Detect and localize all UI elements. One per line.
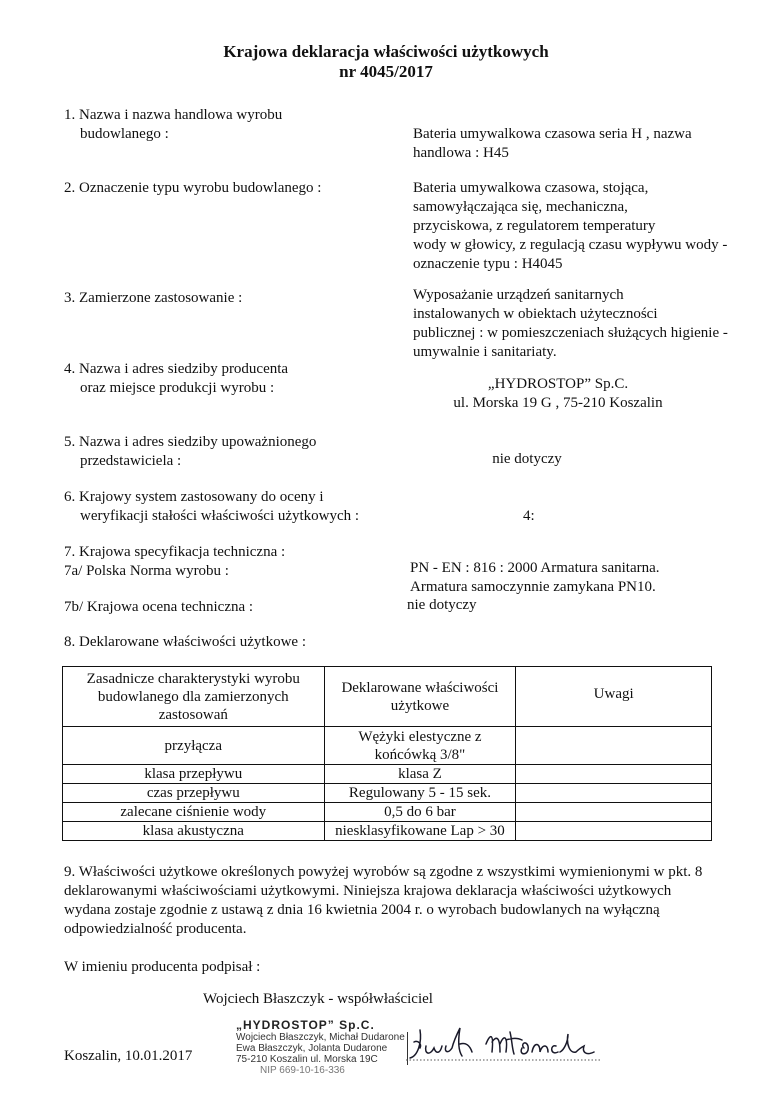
item5-value: nie dotyczy	[492, 451, 562, 467]
stamp-title: „HYDROSTOP” Sp.C.	[236, 1018, 375, 1032]
place-date: Koszalin, 10.01.2017	[64, 1048, 193, 1064]
item4-value-line2: ul. Morska 19 G , 75-210 Koszalin	[453, 395, 663, 411]
item6-label-line1: 6. Krajowy system zastosowany do oceny i	[64, 489, 324, 505]
header-characteristics-line3: zastosowań	[158, 706, 228, 723]
item1-value-line2: handlowa : H45	[413, 145, 509, 161]
item7-label: 7. Krajowa specyfikacja techniczna :	[64, 544, 286, 560]
header-characteristics-line2: budowlanego dla zamierzonych	[97, 688, 289, 705]
row-remarks	[516, 784, 712, 803]
stamp-line2: Ewa Błaszczyk, Jolanta Dudarone	[236, 1043, 408, 1054]
item4-value-line1: „HYDROSTOP” Sp.C.	[487, 376, 629, 392]
item5-label-line1: 5. Nazwa i adres siedziby upoważnionego	[64, 434, 317, 450]
row-declared: niesklasyfikowane Lap > 30	[324, 822, 516, 841]
row-declared: 0,5 do 6 bar	[324, 803, 516, 822]
header-declared-line2: użytkowe	[390, 697, 450, 714]
item4-label-line2: oraz miejsce produkcji wyrobu :	[80, 380, 275, 396]
header-remarks: Uwagi	[516, 667, 712, 727]
signer-name: Wojciech Błaszczyk - współwłaściciel	[203, 991, 433, 1007]
item2-value-line3: przyciskowa, z regulatorem temperatury	[413, 218, 656, 234]
row-characteristic: zalecane ciśnienie wody	[63, 803, 325, 822]
handwritten-signature	[400, 1022, 605, 1074]
statement-line2: deklarowanymi właściwościami użytkowymi. Niniejsza krajowa deklaracja właściwości użytkowych	[64, 883, 672, 899]
header-characteristics	[63, 667, 325, 727]
row-declared-line1: Wężyki elestyczne z	[358, 728, 482, 745]
row-remarks	[516, 803, 712, 822]
document-number: nr 4045/2017	[339, 62, 433, 81]
item7a-value-line1: PN - EN : 816 : 2000 Armatura sanitarna.	[410, 560, 660, 576]
company-stamp	[236, 1018, 408, 1076]
table-row	[63, 784, 712, 803]
item1-label-line1: 1. Nazwa i nazwa handlowa wyrobu	[64, 107, 283, 123]
item6-label-line2: weryfikacji stałości właściwości użytkowych :	[80, 508, 360, 524]
item3-value-line4: umywalnie i sanitariaty.	[413, 344, 557, 360]
document-title: Krajowa deklaracja właściwości użytkowych	[223, 42, 549, 61]
item5-label-line2: przedstawiciela :	[80, 453, 182, 469]
statement-line3: wydana zostaje zgodnie z ustawą z dnia 16 kwietnia 2004 r. o wyrobach budowlanych na wyłączną	[64, 902, 660, 918]
row-remarks	[516, 727, 712, 765]
item3-label: 3. Zamierzone zastosowanie :	[64, 290, 243, 306]
item4-label-line1: 4. Nazwa i adres siedziby producenta	[64, 361, 289, 377]
row-declared: Regulowany 5 - 15 sek.	[324, 784, 516, 803]
statement-line4: odpowiedzialność producenta.	[64, 921, 247, 937]
row-remarks	[516, 822, 712, 841]
item3-value-line2: instalowanych w obiektach użyteczności	[413, 306, 658, 322]
item7a-label: 7a/ Polska Norma wyrobu :	[64, 563, 229, 579]
stamp-line4: NIP 669-10-16-336	[260, 1065, 345, 1076]
row-declared	[324, 727, 516, 765]
signature-intro: W imieniu producenta podpisał :	[64, 959, 261, 975]
statement-line1: 9. Właściwości użytkowe określonych powyżej wyrobów są zgodne z wszystkimi wymienionymi w pkt. 8	[64, 864, 703, 880]
row-characteristic: klasa akustyczna	[63, 822, 325, 841]
properties-table	[62, 666, 712, 841]
item2-value-line1: Bateria umywalkowa czasowa, stojąca,	[413, 180, 649, 196]
table-row	[63, 765, 712, 784]
row-characteristic: czas przepływu	[63, 784, 325, 803]
item6-value: 4:	[523, 508, 535, 524]
item2-label: 2. Oznaczenie typu wyrobu budowlanego :	[64, 180, 322, 196]
table-row	[63, 803, 712, 822]
table-row	[63, 822, 712, 841]
row-characteristic: przyłącza	[63, 727, 325, 765]
item7b-value: nie dotyczy	[407, 597, 477, 613]
table-row	[63, 727, 712, 765]
row-remarks	[516, 765, 712, 784]
item3-value-line3: publicznej : w pomieszczeniach służących higienie -	[413, 325, 728, 341]
row-characteristic: klasa przepływu	[63, 765, 325, 784]
item1-value-line1: Bateria umywalkowa czasowa seria H , nazwa	[413, 126, 692, 142]
item2-value-line4: wody w głowicy, z regulacją czasu wypływu wody -	[413, 237, 728, 253]
stamp-line3: 75-210 Koszalin ul. Morska 19C	[236, 1054, 408, 1065]
stamp-line1: Wojciech Błaszczyk, Michał Dudarone	[236, 1032, 408, 1043]
row-declared-line2: końcówką 3/8"	[374, 746, 466, 763]
row-declared: klasa Z	[324, 765, 516, 784]
item7b-label: 7b/ Krajowa ocena techniczna :	[64, 599, 254, 615]
item8-label: 8. Deklarowane właściwości użytkowe :	[64, 634, 307, 650]
item7a-value-line2: Armatura samoczynnie zamykana PN10.	[410, 579, 656, 595]
item3-value-line1: Wyposażanie urządzeń sanitarnych	[413, 287, 624, 303]
header-characteristics-line1: Zasadnicze charakterystyki wyrobu	[86, 670, 300, 687]
item2-value-line5: oznaczenie typu : H4045	[413, 256, 563, 272]
item1-label-line2: budowlanego :	[80, 126, 169, 142]
table-header-row	[63, 667, 712, 727]
header-declared	[324, 667, 516, 727]
header-declared-line1: Deklarowane właściwości	[341, 679, 499, 696]
item2-value-line2: samowyłączająca się, mechaniczna,	[413, 199, 628, 215]
